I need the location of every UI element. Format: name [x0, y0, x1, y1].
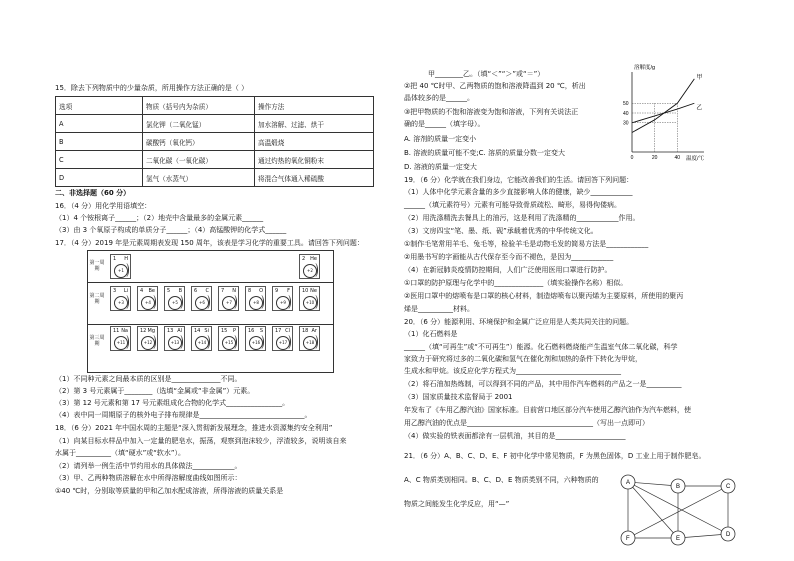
r-line3: 晶体较多的是______。	[404, 94, 474, 102]
nucleus-diagram: +5	[168, 296, 182, 310]
table-cell: D	[56, 169, 143, 187]
atomic-number: 14	[194, 328, 201, 334]
atomic-number: 10	[302, 288, 309, 294]
table-cell: C	[56, 151, 143, 169]
element-symbol: Be	[148, 288, 155, 294]
element-symbol: Mg	[147, 328, 155, 334]
electron-shell	[312, 335, 318, 349]
nucleus-diagram: +4	[141, 296, 155, 310]
x-tick-label: 40	[674, 155, 681, 161]
element-cell	[110, 326, 131, 351]
node-label: F	[626, 536, 630, 542]
q17-title: 17．（4 分）2019 年是元素周期表发现 150 周年，该表是学习化学的重要工具。请回答下列问题：	[55, 239, 364, 247]
q19-line1b: ______（填元素符号）元素有可能导致骨质疏松、畸形，易得佝偻病。	[404, 201, 621, 209]
section-heading: 二、非选择题（60 分）	[55, 189, 131, 197]
electron-shell	[177, 335, 183, 349]
q19-line4: （4）在新冠肺炎疫情防控期间，人们广泛使用医用口罩进行防护。	[404, 266, 612, 274]
table-cell: 高温煅烧	[255, 133, 374, 151]
nucleus-diagram: +11	[114, 336, 128, 350]
q20-line1b: ______（填“可再生”或“不可再生”）能源。化石燃料燃烧能产生温室气体二氧化碳，科学	[404, 343, 678, 351]
electron-shell	[123, 335, 129, 349]
q16-line1: （1）4 个铵根离子______；（2）地壳中含量最多的金属元素______	[55, 214, 264, 222]
element-symbol: F	[287, 288, 290, 294]
r-line2: ②把 40 ℃时甲、乙两物质的饱和溶液降温到 20 ℃，析出	[404, 82, 586, 90]
nucleus-diagram: +10	[303, 296, 317, 310]
r-line1: 甲________乙。（填“＜”“＞”或“＝”）	[428, 70, 545, 78]
q15-title: 15．除去下列物质中的少量杂质，所用操作方法正确的是（ ）	[55, 84, 249, 92]
q18-line1b: 水属于__________（填“硬水”或“软水”）。	[55, 449, 186, 457]
q19-line3: （3）文房四宝“笔、墨、纸、砚”承载着优秀的中华传统文化。	[404, 227, 598, 235]
nucleus-diagram: +18	[303, 336, 317, 350]
period-label: 第一周期	[89, 260, 105, 272]
q20-line1d: 生成水和甲烷。该反应化学方程式为______________________________	[404, 367, 621, 375]
table-cell: 选项	[56, 97, 143, 115]
q17-line3: （3）第 12 号元素和第 17 号元素组成化合物的化学式________________。	[55, 399, 290, 407]
q19-line4a: ①口罩的防护原理与化学中的______________（填实验操作名称）相似。	[404, 279, 628, 287]
element-symbol: C	[205, 288, 209, 294]
element-symbol: Li	[123, 288, 128, 294]
electron-shell	[258, 295, 264, 309]
table-header-row	[56, 97, 374, 115]
element-symbol: Ar	[311, 328, 317, 334]
period-label: 第三周期	[89, 335, 105, 347]
element-cell	[191, 286, 212, 311]
atomic-number: 3	[113, 288, 117, 294]
q20-line2: （2）将石油加热炼制，可以得到不同的产品，其中用作汽车燃料的产品之一是__________	[404, 380, 682, 388]
table-cell: 加水溶解、过滤、烘干	[255, 115, 374, 133]
electron-shell	[258, 335, 264, 349]
electron-shell	[123, 295, 129, 309]
row-divider	[88, 282, 333, 283]
q20-line3c: 用乙醇汽油的优点是____________________________________（写出一点即可）	[404, 419, 649, 427]
atomic-number: 12	[140, 328, 147, 334]
element-cell	[191, 326, 212, 351]
option-bc: B. 溶液的质量可能不变;C. 溶质的质量分数一定变大	[404, 149, 565, 157]
table-row	[56, 133, 374, 151]
table-cell: 二氧化碳（一氧化碳）	[143, 151, 255, 169]
node-label: C	[726, 484, 731, 490]
electron-shell	[177, 295, 183, 309]
element-cell	[164, 326, 185, 351]
element-cell	[218, 326, 239, 351]
table-row	[56, 151, 374, 169]
option-d: D. 溶液的质量一定变大	[404, 163, 477, 171]
nucleus-diagram: +8	[249, 296, 263, 310]
period-label: 第二周期	[89, 293, 105, 305]
q20-line3: （3）国家质量技术监督局于 2001	[404, 393, 513, 401]
relation-line	[628, 482, 678, 486]
q19-line2: （2）用洗涤精洗去餐具上的油污，这是利用了洗涤精的____________作用。	[404, 214, 640, 222]
element-cell	[245, 326, 266, 351]
row-divider	[88, 324, 333, 325]
element-symbol: Si	[204, 328, 209, 334]
q20-title: 20．（6 分）能源利用、环境保护和金属广泛应用是人类共同关注的问题。	[404, 318, 634, 326]
q19-line1: （1）人体中化学元素含量的多少直接影响人体的健康，缺少____________	[404, 188, 633, 196]
atomic-number: 6	[194, 288, 198, 294]
node-label: D	[726, 532, 731, 538]
element-symbol: Ne	[310, 288, 317, 294]
atomic-number: 17	[275, 328, 282, 334]
y-axis-label: 溶解度/g	[634, 65, 656, 71]
q21-line2: A、C 物质类别相同。B、C、D、E 物质类别不同，六种物质的	[404, 476, 599, 484]
x-tick-label: 20	[651, 155, 658, 161]
electron-shell	[123, 263, 129, 277]
table-cell: 通过灼热的氧化铜粉末	[255, 151, 374, 169]
atomic-number: 13	[167, 328, 174, 334]
relation-diagram	[618, 472, 743, 552]
electron-shell	[204, 295, 210, 309]
electron-shell	[231, 335, 237, 349]
series-line	[632, 79, 694, 133]
electron-shell	[285, 295, 291, 309]
q17-line4: （4）表中同一周期原子的核外电子排布规律是______________________________。	[55, 411, 312, 419]
electron-shell	[204, 335, 210, 349]
x-tick-label: 0	[630, 155, 634, 161]
q19-line4b: ②医用口罩中的熔喷布是口罩的核心材料，制造熔喷布以聚丙烯为主要原料，所使用的聚丙	[404, 292, 684, 300]
q18-line2: （2）请列举一例生活中节约用水的具体做法____________。	[55, 462, 242, 470]
q19-line4c: 烯是__________材料。	[404, 305, 474, 313]
atomic-number: 7	[221, 288, 225, 294]
electron-shell	[150, 335, 156, 349]
nucleus-diagram: +1	[114, 264, 128, 278]
element-cell	[137, 326, 158, 351]
series-label: 甲	[696, 74, 703, 81]
element-cell	[218, 286, 239, 311]
element-symbol: Al	[177, 328, 182, 334]
solubility-chart	[616, 62, 711, 162]
atomic-number: 2	[302, 256, 306, 262]
q21-line3: 物质之间能发生化学反应，用“—”	[404, 500, 510, 508]
q19-title: 19．（6 分）化学就在我们身边，它能改善我们的生活。请回答下列问题：	[404, 176, 634, 184]
series-line	[632, 103, 694, 123]
q20-line1c: 家致力于研究将过多的二氧化碳和氢气在催化剂和加热的条件下转化为甲烷，	[404, 355, 642, 363]
nucleus-diagram: +14	[195, 336, 209, 350]
atomic-number: 1	[113, 256, 117, 262]
table-cell: 将混合气体通入稀硫酸	[255, 169, 374, 187]
table-row	[56, 115, 374, 133]
table-row	[56, 169, 374, 187]
element-cell	[137, 286, 158, 311]
q18-title: 18．（6 分）2021 年中国水周的主题是“深入贯彻新发展理念，推进水资源集约安全利用”	[55, 424, 333, 432]
element-symbol: O	[259, 288, 263, 294]
x-axis-label: 温度/℃	[686, 156, 705, 162]
table-cell: 氯化钾（二氧化锰）	[143, 115, 255, 133]
table-cell: A	[56, 115, 143, 133]
element-symbol: N	[232, 288, 236, 294]
electron-shell	[285, 335, 291, 349]
relation-line	[628, 482, 681, 538]
electron-shell	[312, 295, 318, 309]
q20-line3b: 年发布了《车用乙醇汽油》国家标准。目前营口地区部分汽车使用乙醇汽油作为汽车燃料，使	[404, 406, 691, 414]
nucleus-diagram: +17	[276, 336, 290, 350]
atomic-number: 15	[221, 328, 228, 334]
element-symbol: P	[232, 328, 236, 334]
q19-line3a: ①制作毛笔常用羊毛、兔毛等，检验羊毛是动物毛发的简易方法是____________	[404, 240, 649, 248]
element-cell	[245, 286, 266, 311]
nucleus-diagram: +12	[141, 336, 155, 350]
element-cell	[272, 286, 293, 311]
element-symbol: Cl	[285, 328, 290, 334]
r-line5: 确的是______（填字母）。	[404, 120, 485, 128]
electron-shell	[312, 263, 318, 277]
element-cell	[110, 286, 131, 311]
element-symbol: B	[178, 288, 182, 294]
element-cell	[299, 326, 320, 351]
electron-shell	[150, 295, 156, 309]
y-tick-label: 40	[623, 110, 629, 117]
q20-line4: （4）做实验的铁表面都涂有一层机油，其目的是____________________	[404, 432, 626, 440]
nucleus-diagram: +6	[195, 296, 209, 310]
atomic-number: 18	[302, 328, 309, 334]
element-symbol: H	[124, 256, 128, 262]
q17-line1: （1）不同种元素之间最本质的区别是______________不同。	[55, 375, 242, 383]
atomic-number: 5	[167, 288, 171, 294]
atomic-number: 9	[275, 288, 279, 294]
atomic-number: 4	[140, 288, 144, 294]
q20-line1: （1）化石燃料是	[404, 330, 458, 338]
table-cell: B	[56, 133, 143, 151]
series-label: 乙	[696, 105, 703, 112]
q19-line3b: ②用墨书写的字画能从古代保存至今而不褪色，是因为____________	[404, 253, 614, 261]
q21-line1: 21．（6 分）A、B、C、D、E、F 初中化学中常见物质，F 为黑色固体，D 工业上用于制作肥皂。	[404, 452, 706, 460]
nucleus-diagram: +15	[222, 336, 236, 350]
r-line4: ③把甲物质的不饱和溶液变为饱和溶液，下列有关说法正	[404, 108, 579, 116]
nucleus-diagram: +3	[114, 296, 128, 310]
element-symbol: He	[310, 256, 317, 262]
y-tick-label: 50	[623, 101, 629, 108]
node-label: E	[676, 536, 681, 542]
element-cell	[272, 326, 293, 351]
nucleus-diagram: +16	[249, 336, 263, 350]
nucleus-diagram: +7	[222, 296, 236, 310]
node-label: B	[676, 484, 681, 490]
y-tick-label: 30	[623, 120, 629, 127]
node-label: A	[626, 480, 631, 486]
element-symbol: Na	[121, 328, 128, 334]
element-cell	[299, 286, 320, 311]
option-a: A. 溶剂的质量一定变小	[404, 135, 477, 143]
element-symbol: S	[259, 328, 263, 334]
atomic-number: 16	[248, 328, 255, 334]
relation-line	[678, 534, 728, 538]
q18-line1a: （1）向某目标水样品中加入一定量的肥皂水，振荡，观察到泡沫较少，浮渣较多，说明该自来	[55, 437, 347, 445]
q16-line2: （3）由 3 个氧原子构成的单质分子______；（4）高锰酸钾的化学式______	[55, 226, 287, 234]
nucleus-diagram: +13	[168, 336, 182, 350]
nucleus-diagram: +9	[276, 296, 290, 310]
q18-line3a: ①40 ℃时，分别取等质量的甲和乙加水配成溶液，所得溶液的质量关系是	[55, 487, 284, 495]
electron-shell	[231, 295, 237, 309]
q18-line3: （3）甲、乙两种物质溶解在水中所得溶解度曲线如图所示：	[55, 474, 242, 482]
element-cell	[110, 254, 131, 279]
q15-table	[55, 96, 374, 187]
table-cell: 操作方法	[255, 97, 374, 115]
nucleus-diagram: +2	[303, 264, 317, 278]
element-cell	[299, 254, 320, 279]
table-cell: 碳酸钙（氧化钙）	[143, 133, 255, 151]
table-cell: 氢气（水蒸气）	[143, 169, 255, 187]
element-cell	[164, 286, 185, 311]
q17-line2: （2）第 3 号元素属于________（选填“金属或“非金属”）元素。	[55, 387, 255, 395]
q16-title: 16．（4 分）用化学用语填空：	[55, 202, 152, 210]
table-cell: 物质（括号内为杂质）	[143, 97, 255, 115]
atomic-number: 11	[113, 328, 120, 334]
atomic-number: 8	[248, 288, 252, 294]
